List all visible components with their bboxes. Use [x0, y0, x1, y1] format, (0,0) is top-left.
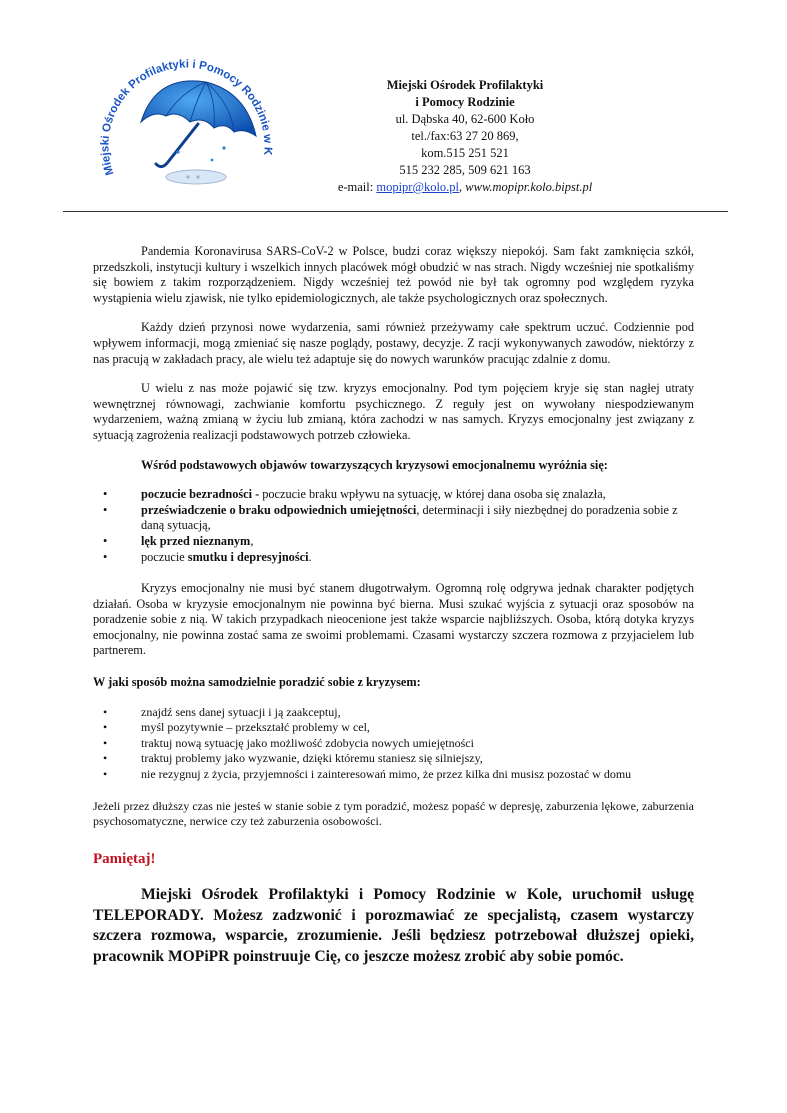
coping-text: myśl pozytywnie – przekształć problemy w cel,: [141, 720, 370, 735]
list-item: [93, 705, 694, 721]
website-link[interactable]: www.mopipr.kolo.bipst.pl: [465, 180, 593, 194]
list-item: [93, 503, 694, 534]
symptom-text: .: [308, 549, 312, 564]
symptoms-heading: Wśród podstawowych objawów towarzyszących kryzysowi emocjonalnemu wyróżnia się:: [141, 457, 608, 472]
email-line: [300, 179, 630, 196]
list-item: [93, 751, 694, 767]
bullet-icon: •: [103, 767, 108, 782]
paragraph-1: Pandemia Koronavirusa SARS-CoV-2 w Polsce, budzi coraz większy niepokój. Sam fakt zamknięcia szkół, przedszkoli, instytucji kultury i wszelkich innych placówek mógł obudzić w nas strach. Nigdy wcześniej nie spotkaliśmy się bowiem z takim rozporządzeniem. Nigdy wcześniej też powód nie był tak ogromny pod względem ryzyka wystąpienia wielu zjawisk, nie tylko epidemiologicznych, ale także psychologicznych oraz społecznych.: [93, 244, 694, 305]
bullet-icon: •: [103, 735, 108, 750]
teleporady-announcement: Miejski Ośrodek Profilaktyki i Pomocy Rodzinie w Kole, uruchomił usługę TELEPORADY. Możesz zadzwonić i porozmawiać ze specjalistą, czasem wystarczy szczera rozmowa, wsparcie, zrozumienie. Jeśli będziesz potrzebował dłuższej opieki, pracownik MOPiPR poinstruuje Cię, co jeszcze możesz zrobić aby sobie pomóc.: [93, 886, 694, 965]
bullet-icon: •: [103, 487, 108, 502]
svg-text:Miejski Ośrodek Profilaktyki i: Miejski Ośrodek Profilaktyki i Pomocy Rodzinie w K: [99, 58, 274, 177]
email-label: e-mail:: [337, 180, 377, 194]
mobile-1: kom.515 251 521: [421, 146, 509, 160]
email-separator: ,: [459, 180, 466, 194]
symptoms-list: [93, 487, 694, 565]
symptom-bold: smutku i depresyjności: [187, 549, 309, 564]
paragraph-2: Każdy dzień przynosi nowe wydarzenia, sami również przeżywamy całe spektrum uczuć. Codziennie pod wpływem informacji, mogą zmieniać się nasze poglądy, postawy, decyzje. Z racji wykonywanych zawodów, niektórzy z nas pracują w zakładach pracy, ale wielu też adaptuje się do nowych warunków pracując zdalnie z domu.: [93, 320, 694, 366]
list-item: [93, 534, 694, 550]
symptom-text: , determinacji i siły niezbędnej do poradzenia sobie z daną sytuacją,: [141, 502, 678, 533]
header-divider: [63, 211, 728, 212]
bullet-icon: •: [103, 533, 108, 548]
coping-text: traktuj problemy jako wyzwanie, dzięki któremu staniesz się silniejszy,: [141, 751, 483, 766]
coping-text: nie rezygnuj z życia, przyjemności i zainteresowań mimo, że przez kilka dni musisz pozostać w domu: [141, 767, 632, 782]
remember-heading: Pamiętaj!: [93, 850, 156, 867]
bullet-icon: •: [103, 549, 108, 564]
email-link[interactable]: mopipr@kolo.pl: [376, 180, 460, 194]
list-item: [93, 736, 694, 752]
list-item: [93, 487, 694, 503]
coping-text: znajdź sens danej sytuacji i ją zaakceptuj,: [141, 704, 341, 719]
list-item: [93, 767, 694, 783]
contact-block: [300, 77, 630, 196]
list-item: [93, 720, 694, 736]
mobile-2: 515 232 285, 509 621 163: [399, 163, 531, 177]
org-name-line2: i Pomocy Rodzinie: [415, 95, 515, 109]
symptom-text: ,: [250, 533, 254, 548]
list-item: [93, 550, 694, 566]
phone-fax: tel./fax:63 27 20 869,: [411, 129, 519, 143]
document-body: [93, 244, 694, 967]
paragraph-5: Jeżeli przez dłuższy czas nie jesteś w stanie sobie z tym poradzić, możesz popaść w depresję, zaburzenia lękowe, zaburzenia psychosomatyczne, nerwice czy też zaburzenia osobowości.: [93, 798, 694, 829]
symptom-text: poczucie braku wpływu na sytuację, w której dana osoba się znalazła,: [259, 487, 606, 502]
bullet-icon: •: [103, 751, 108, 766]
coping-list: [93, 705, 694, 783]
umbrella-logo-icon: [86, 44, 286, 194]
org-name-line1: Miejski Ośrodek Profilaktyki: [386, 78, 544, 92]
symptom-prefix: poczucie: [141, 549, 188, 564]
paragraph-3: U wielu z nas może pojawić się tzw. kryzys emocjonalny. Pod tym pojęciem kryje się stan nagłej utraty wewnętrznej równowagi, zachwianie komfortu psychicznego. Z reguły jest on wywołany niespodziewanym wydarzeniem, ważną zmianą w życiu lub zmianą, która zachodzi w nas samych. Kryzys emocjonalny jest związany z sytuacją zagrożenia realizacji podstawowych potrzeb człowieka.: [93, 381, 694, 442]
symptom-bold: lęk przed nieznanym: [141, 533, 251, 548]
coping-heading: W jaki sposób można samodzielnie poradzić sobie z kryzysem:: [93, 675, 421, 690]
symptom-bold: poczucie bezradności -: [141, 487, 260, 502]
paragraph-4: Kryzys emocjonalny nie musi być stanem długotrwałym. Ogromną rolę odgrywa jednak charakter podjętych działań. Osoba w kryzysie emocjonalnym nie powinna być bierna. Musi szukać wyjścia z sytuacji oraz sposobów na poradzenie sobie z nią. W takich przypadkach nieocenione jest także wsparcie najbliższych. Osoba, którą dotyka kryzys emocjonalny, nie powinna zostać sama ze swoimi problemami. Czasami wystarczy szczera rozmowa z przyjacielem lub partnerem.: [93, 581, 694, 658]
bullet-icon: •: [103, 502, 108, 517]
bullet-icon: •: [103, 704, 108, 719]
coping-text: traktuj nową sytuację jako możliwość zdobycia nowych umiejętności: [141, 735, 474, 750]
address: ul. Dąbska 40, 62-600 Koło: [395, 112, 535, 126]
organization-logo: [86, 44, 286, 194]
symptom-bold: przeświadczenie o braku odpowiednich umiejętności: [141, 502, 417, 517]
bullet-icon: •: [103, 720, 108, 735]
